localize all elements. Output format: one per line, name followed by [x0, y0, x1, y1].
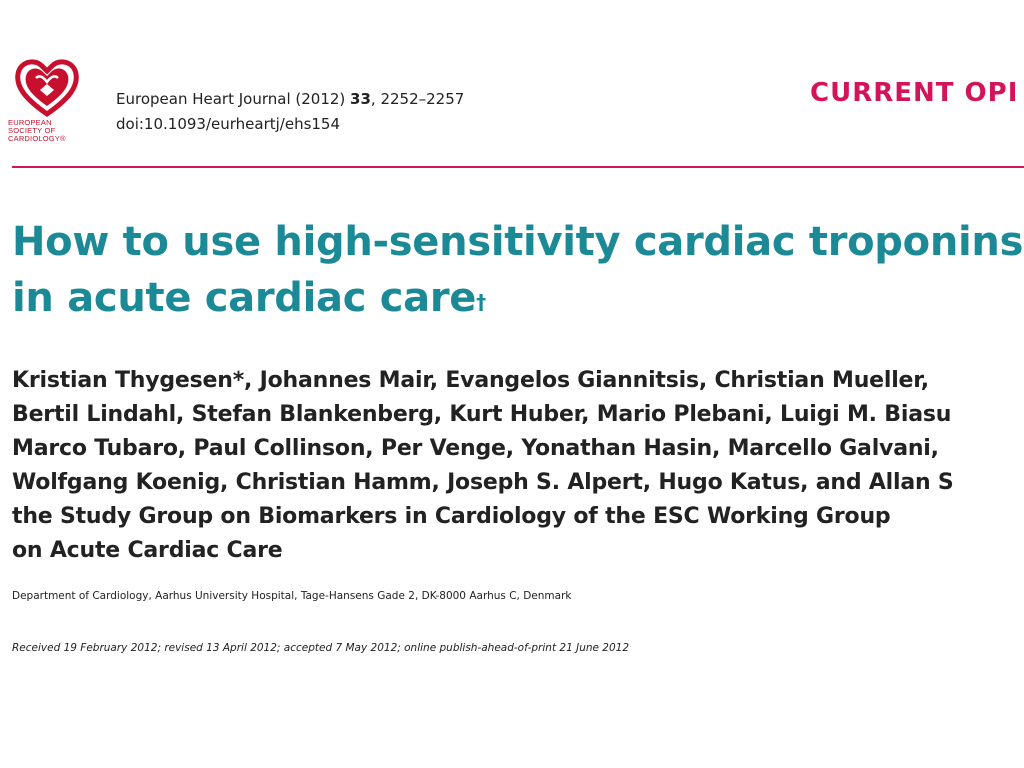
author-line: Kristian Thygesen*, Johannes Mair, Evangelos Giannitsis, Christian Mueller, [12, 368, 929, 393]
author-line: Wolfgang Koenig, Christian Hamm, Joseph S. Alpert, Hugo Katus, and Allan S [12, 470, 954, 495]
esc-logo [8, 56, 98, 156]
affiliation: Department of Cardiology, Aarhus University Hospital, Tage-Hansens Gade 2, DK-8000 Aarhus C, Denmark [12, 590, 572, 602]
journal-name: European Heart Journal (2012) [116, 90, 346, 108]
title-line: How to use high-sensitivity cardiac troponins [12, 219, 1024, 265]
logo-text-line: EUROPEAN [8, 118, 52, 127]
author-line: Bertil Lindahl, Stefan Blankenberg, Kurt Huber, Mario Plebani, Luigi M. Biasu [12, 402, 952, 427]
journal-volume: 33 [350, 90, 371, 108]
logo-text [8, 119, 92, 143]
article-category: CURRENT OPI [810, 78, 1019, 108]
logo-text-line: SOCIETY OF [8, 126, 56, 135]
title-line-text: in acute cardiac care [12, 275, 477, 321]
doi: doi:10.1093/eurheartj/ehs154 [116, 115, 341, 133]
author-line: the Study Group on Biomarkers in Cardiology of the ESC Working Group [12, 504, 891, 529]
title-line [12, 270, 1024, 326]
publication-dates: Received 19 February 2012; revised 13 April 2012; accepted 7 May 2012; online publish-ahead-of-print 21 June 2012 [12, 642, 630, 654]
author-line: Marco Tubaro, Paul Collinson, Per Venge, Yonathan Hasin, Marcello Galvani, [12, 436, 939, 461]
logo-text-line: CARDIOLOGY® [8, 134, 66, 143]
author-list [12, 364, 1024, 568]
journal-pages: , 2252–2257 [370, 90, 465, 108]
journal-citation [116, 90, 464, 108]
title-footnote-mark: † [476, 290, 486, 314]
author-line: on Acute Cardiac Care [12, 538, 283, 563]
header-divider [12, 166, 1024, 168]
article-title [12, 214, 1024, 326]
esc-heart-logo-icon [14, 56, 80, 118]
